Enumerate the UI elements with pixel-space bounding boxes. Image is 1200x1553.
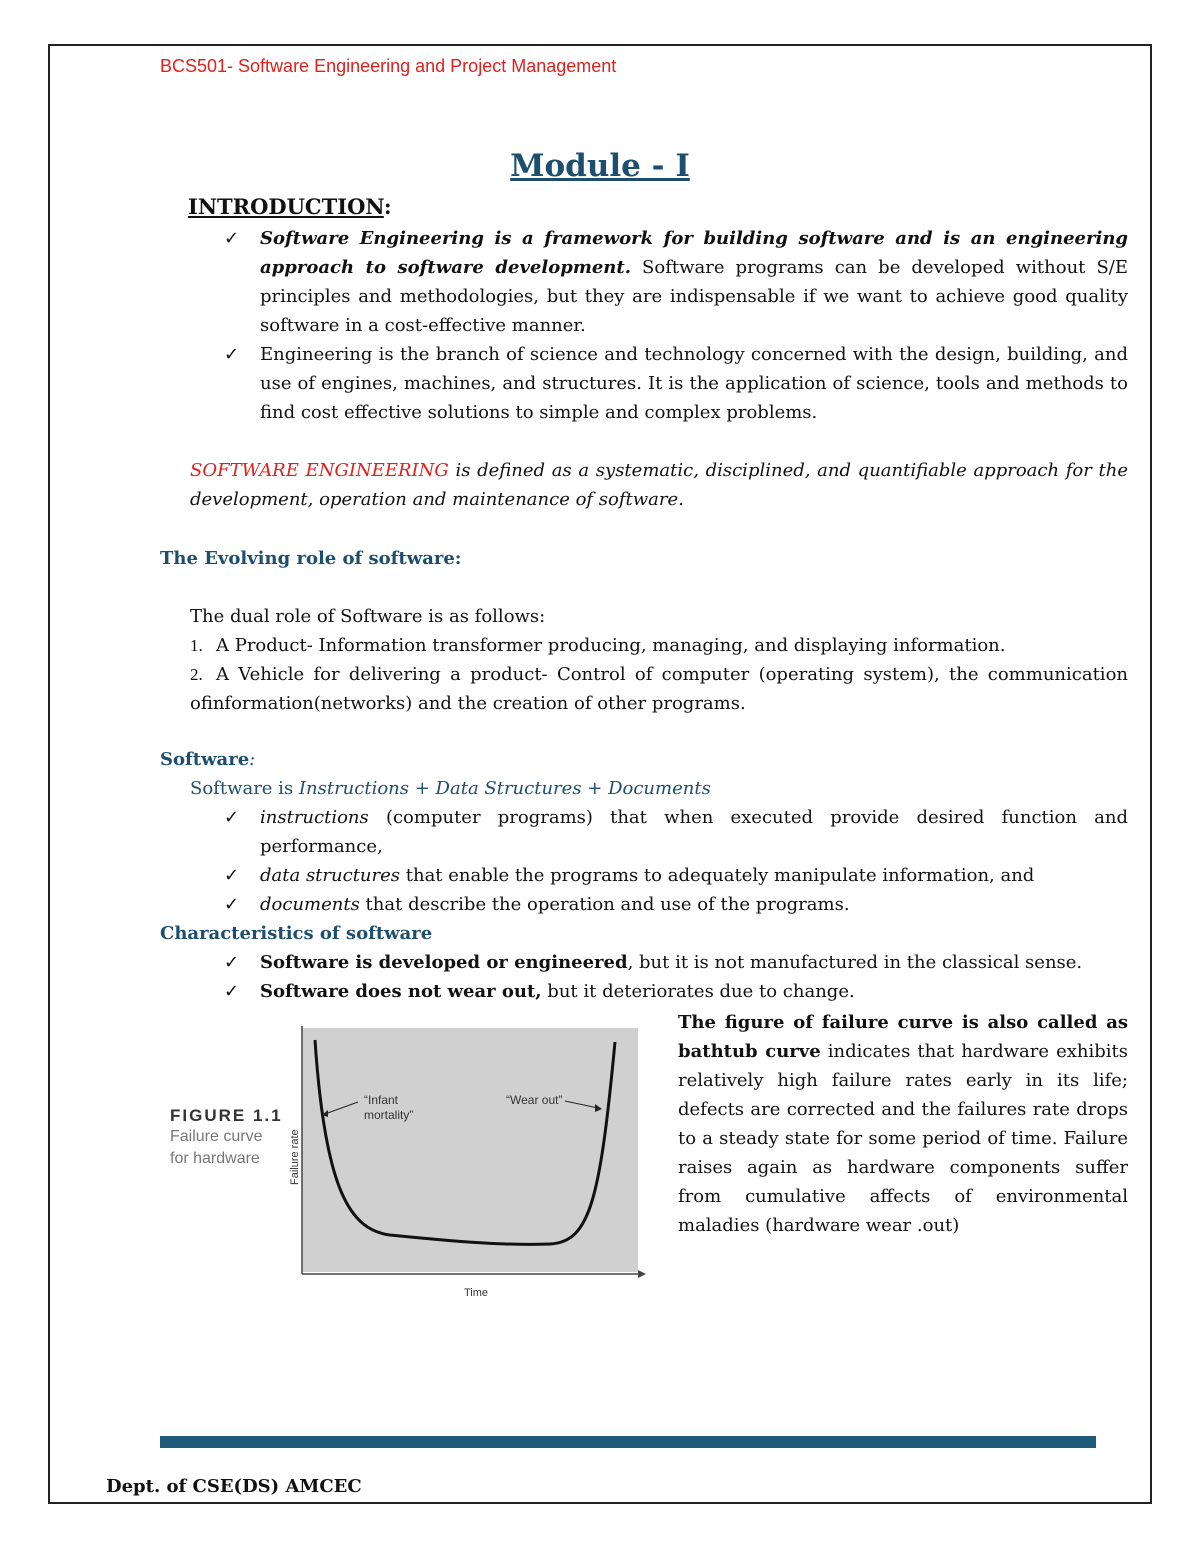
software-item-rest: that describe the operation and use of the programs. [359,894,850,915]
item-number: 1. [190,636,203,655]
page-title: Module - I [510,148,690,184]
course-header: BCS501- Software Engineering and Project Management [160,56,617,76]
check-icon: ✓ [224,228,240,249]
check-icon: ✓ [224,344,240,365]
bathtub-bold: The figure of failure curve is also called as bathtub curve [678,1012,1128,1062]
intro-bullet1-bold: Software Engineering is a framework for building software and is an engineering approach to software development. [260,228,1128,278]
characteristic-rest: but it deteriorates due to change. [541,981,855,1002]
software-item-italic: documents [260,894,360,915]
check-icon: ✓ [224,894,240,915]
item-text: A Vehicle for delivering a product- Control of computer (operating system), the communication ofinformation(networks) and the creation of other programs. [190,664,1128,714]
software-heading [160,745,1128,774]
software-item-rest: that enable the programs to adequately manipulate information, and [400,865,1035,886]
check-icon: ✓ [224,952,240,973]
item-number: 2. [190,665,203,684]
check-icon: ✓ [224,865,240,886]
list-item [190,631,1128,660]
list-item [160,977,1128,1006]
x-axis-arrow [638,1270,646,1278]
software-heading-colon: : [249,749,256,770]
figure-caption-line1: Failure curve [170,1128,263,1145]
characteristic-bold: Software is developed or engineered [260,952,628,973]
software-def-italic: Instructions + Data Structures + Documents [298,778,711,799]
software-definition [160,774,1128,803]
intro-heading-text: INTRODUCTION [188,194,384,219]
list-item [160,340,1128,427]
bathtub-rest: indicates that hardware exhibits relatively high failure rates early in its life; defects are corrected and the failures rate drops to a steady state for some period of time. Failure raises again as hardware components suffer from cumulative affects of environmental maladies (hardware wear .out) [678,1041,1128,1236]
software-list [160,803,1128,919]
item-text: A Product- Information transformer producing, managing, and displaying information. [216,635,1006,656]
characteristic-bold: Software does not wear out, [260,981,542,1002]
characteristics-list [160,948,1128,1006]
intro-heading [188,194,392,219]
list-item [160,948,1128,977]
footer-dept: Dept. of CSE(DS) AMCEC [106,1476,362,1497]
figure-caption-line2: for hardware [170,1150,260,1167]
x-axis-label: Time [464,1287,489,1299]
check-icon: ✓ [224,807,240,828]
annotation-wear-out: “Wear out” [506,1093,563,1107]
bathtub-paragraph [678,1008,1128,1240]
list-item [190,660,1128,718]
failure-curve-figure [160,1020,660,1310]
evolving-intro: The dual role of Software is as follows: [190,606,546,627]
list-item [160,224,1128,340]
software-def-prefix: Software is [190,778,299,799]
intro-bullet2: Engineering is the branch of science and technology concerned with the design, building, and use of engines, machines, and structures. It is the application of science, tools and methods to find cost effective solutions to simple and complex problems. [260,344,1128,423]
intro-heading-colon: : [383,194,392,219]
characteristic-rest: , but it is not manufactured in the classical sense. [627,952,1083,973]
evolving-heading: The Evolving role of software: [160,548,462,569]
definition-text: is defined as a systematic, disciplined, and quantifiable approach for the development, operation and maintenance of software. [190,460,1128,510]
intro-bullet1-rest: Software programs can be developed without S/E principles and methodologies, but they are indispensable if we want to achieve good quality software in a cost-effective manner. [260,257,1128,336]
failure-curve-svg [160,1020,660,1310]
plot-background [302,1028,638,1272]
list-item [160,890,1128,919]
evolving-section [160,602,1128,718]
annotation-infant-line2: mortality” [364,1108,414,1122]
software-item-italic: data structures [260,865,401,886]
software-heading-text: Software [160,749,250,770]
software-item-rest: (computer programs) that when executed provide desired function and performance, [260,807,1128,857]
software-item-italic: instructions [260,807,369,828]
check-icon: ✓ [224,981,240,1002]
definition-paragraph [160,456,1128,514]
intro-list [160,224,1128,427]
list-item [160,861,1128,890]
y-axis-label: Failure rate [289,1129,301,1185]
characteristics-heading: Characteristics of software [160,923,433,944]
footer-bar [160,1436,1096,1448]
list-item [160,803,1128,861]
figure-title: FIGURE 1.1 [170,1106,283,1125]
annotation-infant-line1: “Infant [364,1093,399,1107]
definition-term: SOFTWARE ENGINEERING [190,460,449,481]
